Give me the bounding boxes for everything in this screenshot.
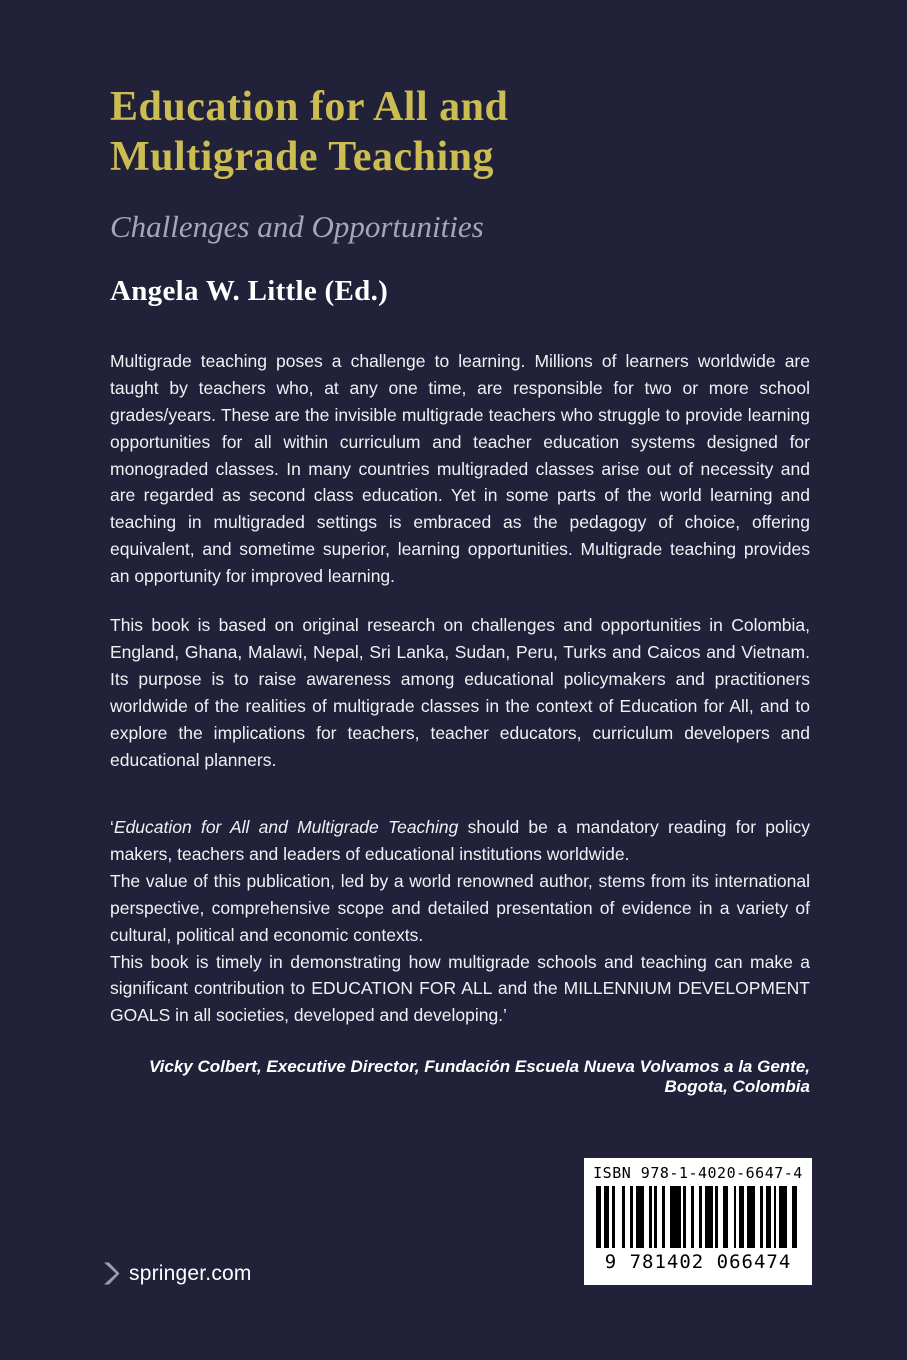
endorsement-line-2: The value of this publication, led by a world renowned author, stems from its international perspective, comprehensive scope and detailed presentation of evidence in a variety of cultural, political and economic contexts. [110,870,810,945]
quoted-book-title: Education for All and Multigrade Teaching [113,816,459,837]
publisher-site: springer.com [129,1261,252,1285]
quote-attribution: Vicky Colbert, Executive Director, Fundación Escuela Nueva Volvamos a la Gente, Bogota, Colombia [148,1057,810,1097]
synopsis-paragraph-2: This book is based on original research on challenges and opportunities in Colombia, England, Ghana, Malawi, Nepal, Sri Lanka, Sudan, Peru, Turks and Caicos and Vietnam. Its purpose is to raise awareness among educational policymakers and practitioners worldwide of the realities of multigrade classes in the context of Education for All, and to explore the implications for teachers, teacher educators, curriculum developers and educational planners. [110,615,810,770]
cover-text-column [110,0,810,1097]
endorsement-quote [110,814,810,1030]
endorsement-line-1-rest: should be a mandatory reading for policy makers, teachers and leaders of educational institutions worldwide. [110,816,810,864]
barcode-digits: 9 781402 066474 [604,1251,792,1273]
synopsis-paragraph-1: Multigrade teaching poses a challenge to learning. Millions of learners worldwide are taught by teachers who, at any one time, are responsible for two or more school grades/years. These are the invisible multigrade teachers who struggle to provide learning opportunities for all within curriculum and teacher education systems designed for monograded classes. In many countries multigraded classes arise out of necessity and are regarded as second class education. Yet in some parts of the world learning and teaching in multigraded settings is embraced as the pedagogy of choice, offering equivalent, and sometime superior, learning opportunities. Multigrade teaching provides an opportunity for improved learning. [110,350,810,587]
book-subtitle: Challenges and Opportunities [110,208,484,244]
book-title-line1: Education for All and [110,84,509,130]
springer-chevron-icon [103,1261,120,1286]
isbn-label: ISBN 978-1-4020-6647-4 [593,1164,803,1182]
book-title [110,82,810,183]
book-title-line2: Multigrade Teaching [110,134,495,181]
endorsement-line-1 [110,814,810,868]
quote-open-mark: ‘ [110,816,114,837]
book-author: Angela W. Little (Ed.) [110,274,389,307]
barcode-image [596,1186,800,1248]
barcode-panel [584,1158,812,1285]
publisher-footer [103,1261,252,1286]
endorsement-line-3: This book is timely in demonstrating how multigrade schools and teaching can make a significant contribution to EDUCATION FOR ALL and the MILLENNIUM DEVELOPMENT GOALS in all societies, developed and developing.’ [110,951,810,1026]
